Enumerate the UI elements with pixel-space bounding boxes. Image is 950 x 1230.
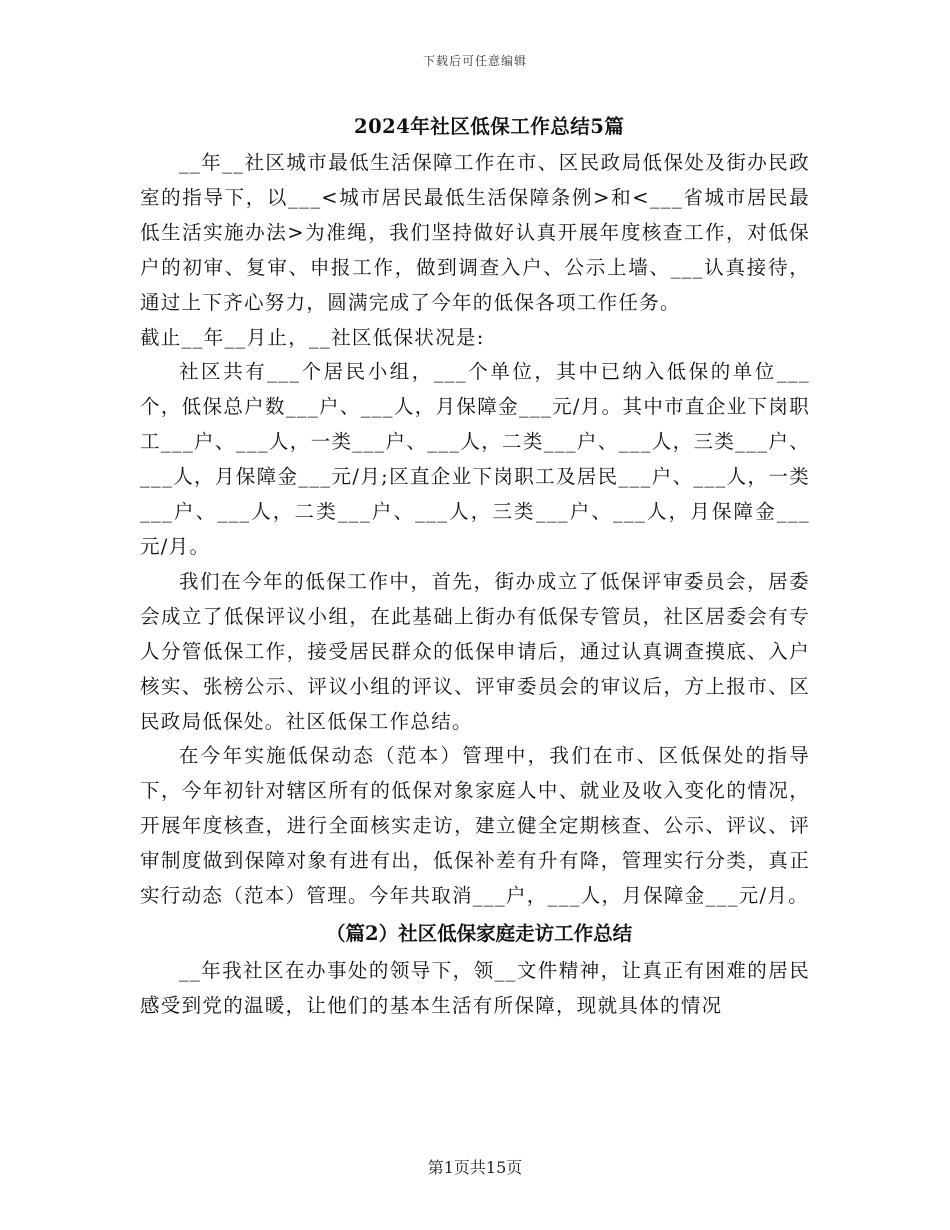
paragraph-section2: __年我社区在办事处的领导下，领__文件精神，让真正有困难的居民感受到党的温暖，让他们的基本生活有所保障，现就具体的情况 — [140, 958, 810, 1017]
paragraph-dynamic-management: 在今年实施低保动态（范本）管理中，我们在市、区低保处的指导下，今年初针对辖区所有的低保对象家庭人中、就业及收入变化的情况，开展年度核查，进行全面核实走访，建立健全定期核查、公示、评议、评审制度做到保障对象有进有出，低保补差有升有降，管理实行分类，真正实行动态（范本）管理。今年共取消___户，___人，月保障金___元/月。 — [140, 744, 810, 908]
paragraph-intro: __年__社区城市最低生活保障工作在市、区民政局低保处及街办民政室的指导下，以___<城市居民最低生活保障条例>和<___省城市居民最低生活实施办法>为准绳，我们坚持做好认真开展年度核查工作，对低保户的初审、复审、申报工作，做到调查入户、公示上墙、___认真接待，通过上下齐心努力，圆满完成了今年的低保各项工作任务。 — [140, 151, 810, 314]
page-number: 第1页共15页 — [427, 1158, 523, 1177]
section-title: （篇2）社区低保家庭走访工作总结 — [326, 921, 633, 945]
paragraph-committee: 我们在今年的低保工作中，首先，街办成立了低保评审委员会，居委会成立了低保评议小组，在此基础上街办有低保专管员，社区居委会有专人分管低保工作，接受居民群众的低保申请后，通过认真调查摸底、入户核实、张榜公示、评议小组的评议、评审委员会的审议后，方上报市、区民政局低保处。社区低保工作总结。 — [140, 569, 810, 733]
status-line: 截止__年__月止，__社区低保状况是: — [140, 325, 485, 349]
header-note: 下载后可任意编辑 — [422, 54, 527, 68]
document-body — [140, 108, 810, 1024]
document-title: 2024年社区低保工作总结5篇 — [354, 115, 625, 138]
paragraph-statistics: 社区共有___个居民小组，___个单位，其中已纳入低保的单位___个，低保总户数___户、___人，月保障金___元/月。其中市直企业下岗职工___户、___人，一类___户、___人，二类___户、___人，三类___户、___人，月保障金___元/月;区直企业下岗职工及居民___户、___人，一类___户、___人，二类___户、___人，三类___户、___人，月保障金___元/月。 — [140, 360, 810, 558]
